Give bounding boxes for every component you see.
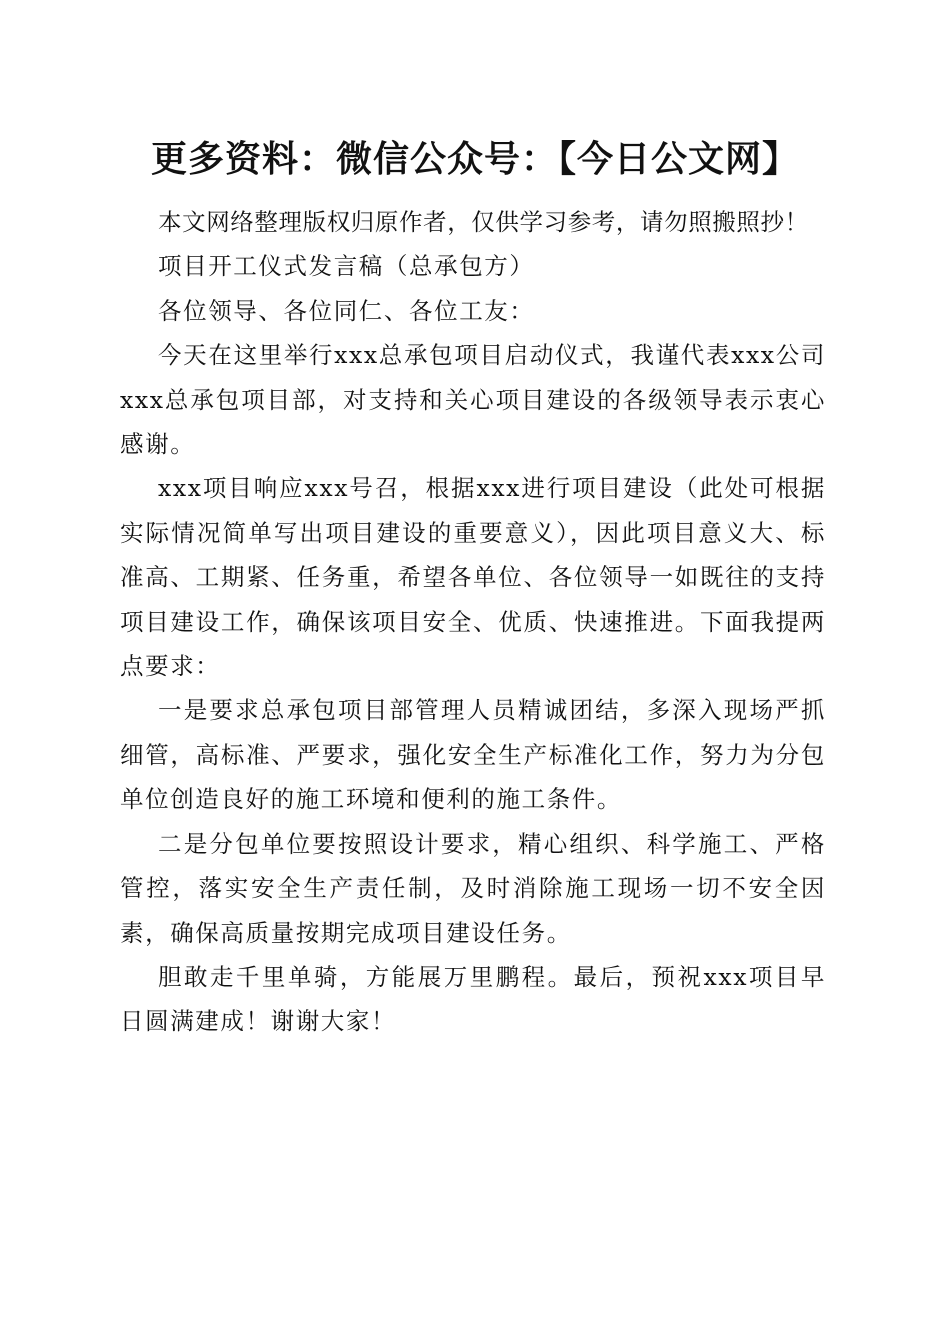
body-paragraph-requirement-one: 一是要求总承包项目部管理人员精诚团结，多深入现场严抓细管，高标准、严要求，强化安全生产标准化工作，努力为分包单位创造良好的施工环境和便利的施工条件。 [120,696,826,814]
document-body [120,200,826,1044]
body-paragraph-significance: xxx项目响应xxx号召，根据xxx进行项目建设（此处可根据实际情况简单写出项目建设的重要意义），因此项目意义大、标准高、工期紧、任务重，希望各单位、各位领导一如既往的支持项目建设工作，确保该项目安全、优质、快速推进。下面我提两点要求： [120,474,826,681]
body-paragraph-closing: 胆敢走千里单骑，方能展万里鹏程。最后，预祝xxx项目早日圆满建成！谢谢大家！ [120,962,826,1036]
body-paragraph-opening: 今天在这里举行xxx总承包项目启动仪式，我谨代表xxx公司xxx总承包项目部，对支持和关心项目建设的各级领导表示衷心感谢。 [120,341,826,459]
salutation: 各位领导、各位同仁、各位工友： [158,296,535,325]
copyright-notice: 本文网络整理版权归原作者，仅供学习参考，请勿照搬照抄！ [158,208,809,236]
body-paragraph-requirement-two: 二是分包单位要按照设计要求，精心组织、科学施工、严格管控，落实安全生产责任制，及时消除施工现场一切不安全因素，确保高质量按期完成项目建设任务。 [120,829,826,947]
page-title: 更多资料：微信公众号：【今日公文网】 [150,138,799,180]
speech-heading: 项目开工仪式发言稿（总承包方） [158,252,535,281]
